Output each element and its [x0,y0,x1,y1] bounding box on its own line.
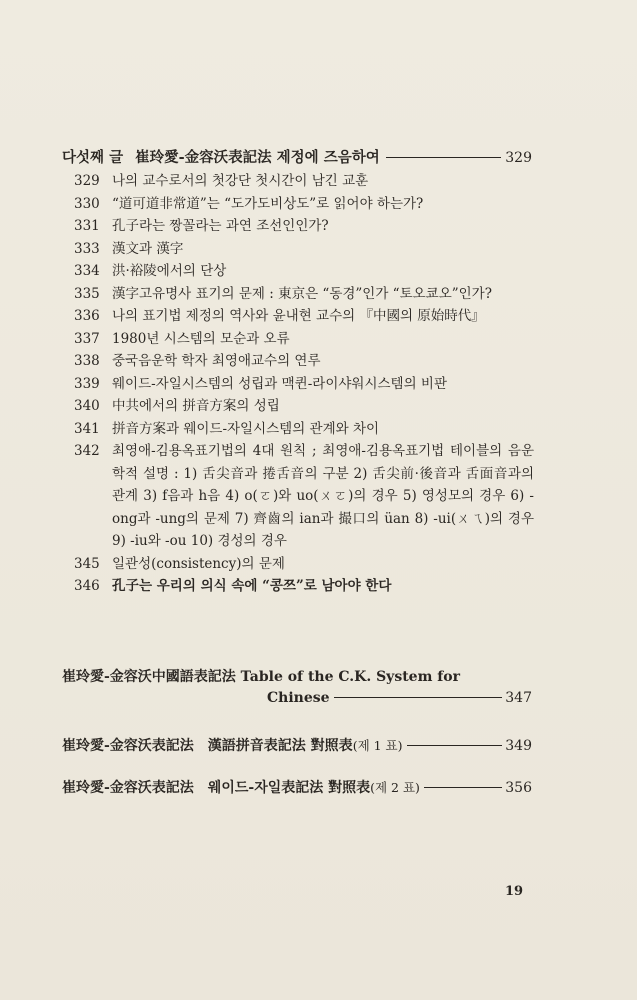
list-item [74,238,534,261]
entry-title: 웨이드-자일시스템의 성립과 맥퀸-라이샤워시스템의 비판 [112,375,447,392]
entry-page-number: 338 [74,353,100,369]
list-item [74,575,534,598]
appendix-page-number: 347 [505,690,532,706]
list-item [74,440,534,553]
entry-title: 1980년 시스템의 모순과 오류 [112,330,290,347]
entry-title: 최영애-김용옥표기법의 4대 원칙 ; 최영애-김용옥표기법 테이블의 음운학적 설명 : 1) 舌尖音과 捲舌音의 구분 2) 舌尖前·後音과 舌面音과의 관계 3) f음과 h음 4) o(ㄛ)와 uo(ㄨㄛ)의 경우 5) 영성모의 경우 6) -ong과 -ung의 문제 7) 齊齒의 ian과 撮口의 üan 8) -ui(ㄨㄟ)의 경우 9) -iu와 -ou 10) 경성의 경우 [112,443,534,549]
section-list [74,170,534,598]
appendix-title-continued: Chinese [267,690,330,706]
entry-page-number: 341 [74,420,100,437]
appendix-table-number: (제 2 표) [370,780,420,795]
chapter-heading [62,146,532,167]
entry-title: 漢字고유명사 표기의 문제 : 東京은 “동경”인가 “토오쿄오”인가? [112,285,492,302]
entry-page-number: 330 [74,195,100,212]
list-item [74,170,534,193]
chapter-label: 다섯째 글 [62,149,124,166]
list-item [74,260,534,283]
list-item [74,328,534,351]
entry-page-number: 331 [74,218,100,234]
appendix-title: 崔玲愛-金容沃中國語表記法 Table of the C.K. System for [62,669,460,685]
entry-page-number: 340 [74,398,100,414]
entry-title: 나의 교수로서의 첫강단 첫시간이 남긴 교훈 [112,173,369,189]
page-number: 19 [505,884,524,899]
list-item [74,350,534,373]
appendix-table-number: (제 1 표) [352,738,403,753]
entry-title: 漢文과 漢字 [112,240,184,257]
entry-title: 中共에서의 拼音方案의 성립 [112,398,280,414]
appendix-entry [62,777,532,797]
list-item [74,283,534,306]
entry-page-number: 337 [74,330,100,347]
entry-page-number: 339 [74,375,100,392]
leader-line [386,157,502,158]
appendix-page-number: 356 [505,780,532,796]
appendix-entry [62,666,532,706]
entry-title: 洪·裕陵에서의 단상 [112,263,227,279]
entry-page-number: 333 [74,240,100,257]
entry-page-number: 345 [74,555,100,572]
list-item [74,215,534,238]
appendix-page-number: 349 [505,738,532,754]
entry-page-number: 342 [74,443,100,459]
appendix-title: 崔玲愛-金容沃表記法 웨이드-자일表記法 對照表 [62,780,371,796]
list-item [74,305,534,328]
entry-title: 일관성(consistency)의 문제 [112,555,285,572]
list-item [74,193,534,216]
chapter-page-number: 329 [505,150,532,166]
entry-title: 拼音方案과 웨이드-자일시스템의 관계와 차이 [112,420,380,437]
leader-line [407,745,503,746]
leader-line [334,697,503,698]
entry-title: 孔子는 우리의 의식 속에 “콩쯔”로 남아야 한다 [112,578,392,594]
entry-title: 나의 표기법 제정의 역사와 윤내현 교수의 『中國의 原始時代』 [112,308,485,324]
entry-page-number: 346 [74,578,100,594]
leader-line [424,787,502,788]
entry-title: 孔子라는 짱꼴라는 과연 조선인인가? [112,218,329,234]
list-item [74,395,534,418]
entry-page-number: 335 [74,285,100,302]
entry-title: “道可道非常道”는 “도가도비상도”로 읽어야 하는가? [112,195,424,212]
list-item [74,373,534,396]
list-item [74,418,534,441]
entry-page-number: 329 [74,173,100,189]
chapter-title: 崔玲愛-金容沃表記法 제정에 즈음하여 [135,149,380,166]
entry-page-number: 334 [74,263,100,279]
list-item [74,553,534,576]
entry-title: 중국음운학 학자 최영애교수의 연루 [112,353,321,369]
appendix-entry [62,735,532,755]
entry-page-number: 336 [74,308,100,324]
appendix-title: 崔玲愛-金容沃表記法 漢語拼音表記法 對照表 [62,738,353,754]
